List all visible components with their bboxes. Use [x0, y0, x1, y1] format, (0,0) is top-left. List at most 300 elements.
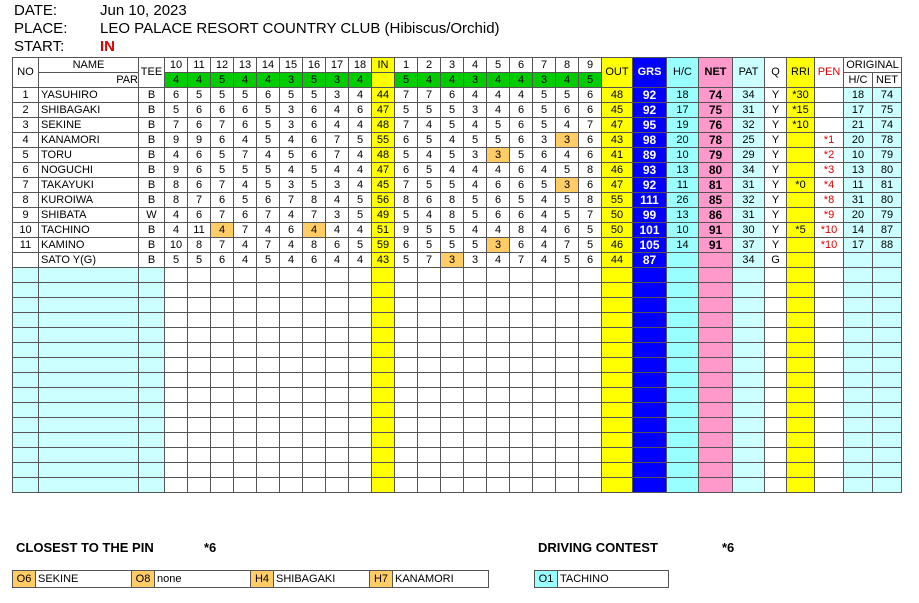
- scorecard-grid: [12, 57, 902, 493]
- empty-cell: [165, 433, 188, 448]
- empty-cell: [349, 478, 372, 493]
- empty-cell: [165, 373, 188, 388]
- hole-score: 4: [487, 223, 510, 238]
- empty-cell: [787, 283, 815, 298]
- empty-cell: [303, 373, 326, 388]
- empty-cell: [873, 418, 902, 433]
- hole-score: 6: [510, 103, 533, 118]
- empty-cell: [633, 448, 667, 463]
- par-cell: 4: [188, 73, 211, 88]
- hole-score: 5: [234, 193, 257, 208]
- empty-cell: [257, 358, 280, 373]
- hole-score: 5: [418, 163, 441, 178]
- player-tee: B: [139, 178, 165, 193]
- empty-cell: [395, 463, 418, 478]
- empty-cell: [188, 463, 211, 478]
- empty-cell: [395, 448, 418, 463]
- empty-cell: [533, 448, 556, 463]
- in-total: 56: [372, 193, 395, 208]
- putts: 30: [733, 223, 765, 238]
- hole-score: 7: [303, 208, 326, 223]
- hole-score: 4: [326, 103, 349, 118]
- hole-score: 4: [533, 208, 556, 223]
- hole-score: 7: [579, 208, 602, 223]
- col-net-header: NET: [699, 58, 733, 88]
- player-name: TORU: [39, 148, 139, 163]
- player-name: NOGUCHI: [39, 163, 139, 178]
- empty-cell: [815, 388, 844, 403]
- empty-cell: [667, 268, 699, 283]
- player-row: [13, 193, 902, 208]
- hole-header: 16: [303, 58, 326, 73]
- empty-cell: [602, 268, 633, 283]
- hole-score: 4: [326, 253, 349, 268]
- gross-score: 101: [633, 223, 667, 238]
- hole-score: 7: [234, 148, 257, 163]
- hole-score: 5: [533, 118, 556, 133]
- empty-cell: [188, 388, 211, 403]
- empty-cell: [303, 268, 326, 283]
- hole-score: 4: [464, 163, 487, 178]
- par-cell: 3: [533, 73, 556, 88]
- empty-cell: [487, 388, 510, 403]
- player-name: SEKINE: [39, 118, 139, 133]
- original-hc: 20: [844, 133, 873, 148]
- hole-score: 4: [487, 88, 510, 103]
- net-score: 80: [699, 163, 733, 178]
- empty-cell: [303, 328, 326, 343]
- pin-winner: SEKINE: [38, 573, 79, 585]
- player-tee: W: [139, 208, 165, 223]
- empty-cell: [13, 268, 39, 283]
- hole-score: 5: [234, 88, 257, 103]
- hole-score: 6: [303, 253, 326, 268]
- player-no: 3: [13, 118, 39, 133]
- driving-winner: TACHINO: [560, 573, 609, 585]
- hole-score: 6: [487, 193, 510, 208]
- hole-score: 4: [533, 238, 556, 253]
- empty-cell: [667, 373, 699, 388]
- empty-cell: [303, 343, 326, 358]
- empty-cell: [787, 478, 815, 493]
- hole-header: 8: [556, 58, 579, 73]
- original-hc: 10: [844, 148, 873, 163]
- hole-header: 14: [257, 58, 280, 73]
- closest-to-pin-list: [12, 570, 489, 588]
- empty-cell: [464, 328, 487, 343]
- empty-cell: [844, 373, 873, 388]
- empty-cell: [579, 433, 602, 448]
- empty-cell: [464, 298, 487, 313]
- pin-entry: [13, 571, 132, 587]
- hole-score: 4: [349, 253, 372, 268]
- empty-cell: [372, 433, 395, 448]
- hole-score: 6: [257, 88, 280, 103]
- empty-cell: [873, 343, 902, 358]
- empty-cell: [533, 283, 556, 298]
- empty-cell: [257, 463, 280, 478]
- empty-cell: [533, 373, 556, 388]
- empty-cell: [844, 328, 873, 343]
- empty-cell: [667, 463, 699, 478]
- hole-score: 4: [280, 133, 303, 148]
- gross-score: 92: [633, 178, 667, 193]
- player-row: [13, 148, 902, 163]
- empty-cell: [844, 448, 873, 463]
- empty-cell: [39, 298, 139, 313]
- gross-score: 92: [633, 88, 667, 103]
- empty-row: [13, 343, 902, 358]
- out-total: 47: [602, 178, 633, 193]
- empty-cell: [418, 418, 441, 433]
- empty-cell: [165, 403, 188, 418]
- empty-cell: [441, 463, 464, 478]
- out-total: 46: [602, 163, 633, 178]
- empty-cell: [464, 388, 487, 403]
- empty-cell: [844, 388, 873, 403]
- empty-cell: [211, 268, 234, 283]
- putts: 34: [733, 163, 765, 178]
- empty-cell: [234, 373, 257, 388]
- place-label: PLACE:: [14, 20, 68, 37]
- empty-cell: [487, 373, 510, 388]
- empty-cell: [418, 388, 441, 403]
- hole-score: 4: [349, 163, 372, 178]
- empty-cell: [139, 388, 165, 403]
- col-original-header: ORIGINAL: [844, 58, 902, 73]
- penalty-value: *10: [815, 223, 844, 238]
- empty-cell: [873, 478, 902, 493]
- hole-score: 5: [510, 148, 533, 163]
- empty-cell: [349, 403, 372, 418]
- hole-score: 7: [188, 193, 211, 208]
- empty-cell: [667, 328, 699, 343]
- hole-score: 4: [349, 148, 372, 163]
- hole-score: 4: [441, 133, 464, 148]
- player-tee: B: [139, 148, 165, 163]
- hole-score: 6: [487, 178, 510, 193]
- player-row: [13, 103, 902, 118]
- hole-score: 5: [510, 193, 533, 208]
- hole-score: 7: [257, 208, 280, 223]
- empty-cell: [510, 478, 533, 493]
- empty-cell: [667, 403, 699, 418]
- hole-score: 5: [349, 208, 372, 223]
- empty-cell: [188, 448, 211, 463]
- empty-cell: [464, 403, 487, 418]
- hole-score: 3: [326, 208, 349, 223]
- empty-cell: [303, 403, 326, 418]
- hole-score: 6: [579, 148, 602, 163]
- hole-score: 5: [418, 103, 441, 118]
- empty-cell: [633, 388, 667, 403]
- empty-cell: [633, 328, 667, 343]
- hole-score: 5: [533, 88, 556, 103]
- empty-cell: [464, 433, 487, 448]
- hole-score: 4: [487, 253, 510, 268]
- hole-score: 3: [556, 133, 579, 148]
- hole-score: 6: [234, 208, 257, 223]
- hole-score: 6: [418, 193, 441, 208]
- player-row: [13, 118, 902, 133]
- empty-cell: [165, 283, 188, 298]
- in-total: 45: [372, 178, 395, 193]
- hole-score: 3: [487, 238, 510, 253]
- empty-cell: [418, 373, 441, 388]
- empty-cell: [13, 418, 39, 433]
- empty-cell: [699, 403, 733, 418]
- empty-cell: [533, 358, 556, 373]
- empty-cell: [556, 388, 579, 403]
- hole-score: 6: [165, 88, 188, 103]
- empty-cell: [464, 283, 487, 298]
- net-score: 76: [699, 118, 733, 133]
- empty-cell: [787, 343, 815, 358]
- driving-contest-list: [534, 570, 669, 588]
- hole-score: 4: [533, 163, 556, 178]
- hole-score: 5: [395, 148, 418, 163]
- empty-cell: [765, 478, 787, 493]
- empty-cell: [418, 463, 441, 478]
- original-hc: 14: [844, 223, 873, 238]
- empty-cell: [733, 268, 765, 283]
- hole-score: 5: [280, 88, 303, 103]
- hole-score: 9: [395, 223, 418, 238]
- hole-score: 3: [280, 178, 303, 193]
- net-score: 79: [699, 148, 733, 163]
- empty-cell: [787, 328, 815, 343]
- hole-score: 6: [510, 133, 533, 148]
- empty-cell: [349, 418, 372, 433]
- par-label: PAR: [39, 73, 139, 88]
- empty-cell: [372, 358, 395, 373]
- col-rri-header: RRI: [787, 58, 815, 88]
- hole-score: 5: [441, 103, 464, 118]
- empty-cell: [188, 358, 211, 373]
- hole-score: 5: [395, 103, 418, 118]
- player-tee: B: [139, 223, 165, 238]
- empty-cell: [39, 268, 139, 283]
- hole-score: 6: [349, 103, 372, 118]
- original-hc: 21: [844, 118, 873, 133]
- empty-cell: [372, 388, 395, 403]
- original-hc: 13: [844, 163, 873, 178]
- empty-cell: [139, 463, 165, 478]
- gross-score: 95: [633, 118, 667, 133]
- hole-score: 6: [303, 133, 326, 148]
- net-score: 81: [699, 178, 733, 193]
- hole-score: 6: [211, 133, 234, 148]
- penalty-value: *10: [815, 238, 844, 253]
- empty-cell: [234, 478, 257, 493]
- empty-cell: [787, 463, 815, 478]
- rri-value: [787, 148, 815, 163]
- empty-cell: [13, 433, 39, 448]
- hole-score: 4: [487, 103, 510, 118]
- empty-cell: [39, 313, 139, 328]
- original-net: 79: [873, 208, 902, 223]
- empty-cell: [188, 403, 211, 418]
- player-no: 9: [13, 208, 39, 223]
- empty-cell: [699, 463, 733, 478]
- empty-cell: [257, 433, 280, 448]
- empty-cell: [699, 313, 733, 328]
- hole-score: 6: [303, 103, 326, 118]
- empty-cell: [765, 433, 787, 448]
- empty-cell: [765, 268, 787, 283]
- hole-score: 6: [188, 178, 211, 193]
- empty-cell: [234, 313, 257, 328]
- empty-cell: [303, 298, 326, 313]
- hole-score: 4: [464, 223, 487, 238]
- empty-cell: [699, 298, 733, 313]
- empty-cell: [349, 388, 372, 403]
- player-no: [13, 253, 39, 268]
- original-net: 80: [873, 163, 902, 178]
- empty-cell: [699, 373, 733, 388]
- handicap: 20: [667, 133, 699, 148]
- empty-cell: [510, 313, 533, 328]
- empty-row: [13, 283, 902, 298]
- empty-cell: [533, 433, 556, 448]
- empty-cell: [303, 313, 326, 328]
- original-net: 80: [873, 193, 902, 208]
- original-net: 88: [873, 238, 902, 253]
- qualifier: Y: [765, 163, 787, 178]
- hole-score: 3: [326, 178, 349, 193]
- header-row: [13, 58, 902, 73]
- col-out-header: OUT: [602, 58, 633, 88]
- empty-cell: [211, 343, 234, 358]
- empty-cell: [372, 283, 395, 298]
- hole-score: 4: [326, 163, 349, 178]
- original-hc: 20: [844, 208, 873, 223]
- empty-cell: [211, 328, 234, 343]
- empty-cell: [633, 433, 667, 448]
- empty-cell: [280, 448, 303, 463]
- empty-row: [13, 418, 902, 433]
- empty-cell: [280, 388, 303, 403]
- empty-cell: [533, 298, 556, 313]
- empty-cell: [667, 478, 699, 493]
- empty-cell: [633, 283, 667, 298]
- empty-cell: [280, 343, 303, 358]
- empty-cell: [165, 268, 188, 283]
- empty-cell: [815, 373, 844, 388]
- net-score: 91: [699, 238, 733, 253]
- empty-cell: [165, 358, 188, 373]
- par-cell: 4: [257, 73, 280, 88]
- empty-cell: [441, 388, 464, 403]
- empty-cell: [815, 403, 844, 418]
- putts: 37: [733, 238, 765, 253]
- empty-cell: [510, 298, 533, 313]
- net-score: 86: [699, 208, 733, 223]
- player-tee: B: [139, 88, 165, 103]
- hole-score: 6: [326, 238, 349, 253]
- par-cell: 4: [556, 73, 579, 88]
- hole-score: 4: [487, 163, 510, 178]
- empty-cell: [418, 343, 441, 358]
- empty-cell: [211, 283, 234, 298]
- hole-score: 5: [188, 88, 211, 103]
- hole-score: 8: [165, 193, 188, 208]
- empty-row: [13, 358, 902, 373]
- empty-cell: [372, 373, 395, 388]
- empty-cell: [699, 343, 733, 358]
- empty-row: [13, 388, 902, 403]
- empty-cell: [234, 433, 257, 448]
- out-total: 46: [602, 238, 633, 253]
- empty-cell: [257, 448, 280, 463]
- empty-cell: [464, 478, 487, 493]
- qualifier: Y: [765, 148, 787, 163]
- pin-entry: [251, 571, 370, 587]
- hole-score: 7: [395, 88, 418, 103]
- hole-header: 11: [188, 58, 211, 73]
- original-hc: [844, 253, 873, 268]
- empty-cell: [326, 418, 349, 433]
- empty-cell: [211, 433, 234, 448]
- hole-score: 5: [349, 238, 372, 253]
- empty-cell: [733, 358, 765, 373]
- hole-score: 8: [303, 238, 326, 253]
- empty-cell: [699, 478, 733, 493]
- empty-cell: [873, 313, 902, 328]
- hole-score: 5: [579, 238, 602, 253]
- hole-score: 6: [556, 223, 579, 238]
- empty-cell: [234, 343, 257, 358]
- player-row: [13, 163, 902, 178]
- original-net: [873, 253, 902, 268]
- empty-cell: [39, 403, 139, 418]
- hole-header: 4: [464, 58, 487, 73]
- empty-cell: [372, 463, 395, 478]
- hole-score: 3: [464, 103, 487, 118]
- hole-score: 4: [464, 118, 487, 133]
- empty-cell: [464, 358, 487, 373]
- par-cell: 4: [441, 73, 464, 88]
- empty-cell: [257, 298, 280, 313]
- empty-cell: [188, 328, 211, 343]
- empty-row: [13, 448, 902, 463]
- gross-score: 98: [633, 133, 667, 148]
- empty-cell: [487, 478, 510, 493]
- empty-cell: [441, 418, 464, 433]
- hole-score: 9: [188, 133, 211, 148]
- hole-header: 2: [418, 58, 441, 73]
- empty-cell: [211, 418, 234, 433]
- empty-cell: [464, 268, 487, 283]
- empty-cell: [257, 418, 280, 433]
- empty-cell: [765, 463, 787, 478]
- empty-cell: [602, 388, 633, 403]
- empty-cell: [418, 448, 441, 463]
- hole-score: 6: [234, 118, 257, 133]
- empty-cell: [602, 448, 633, 463]
- empty-cell: [787, 418, 815, 433]
- par-cell: 4: [349, 73, 372, 88]
- empty-cell: [280, 433, 303, 448]
- empty-row: [13, 328, 902, 343]
- in-total: 55: [372, 133, 395, 148]
- empty-cell: [441, 433, 464, 448]
- empty-cell: [349, 463, 372, 478]
- player-name: KANAMORI: [39, 133, 139, 148]
- empty-cell: [418, 313, 441, 328]
- hole-score: 7: [579, 118, 602, 133]
- empty-cell: [139, 343, 165, 358]
